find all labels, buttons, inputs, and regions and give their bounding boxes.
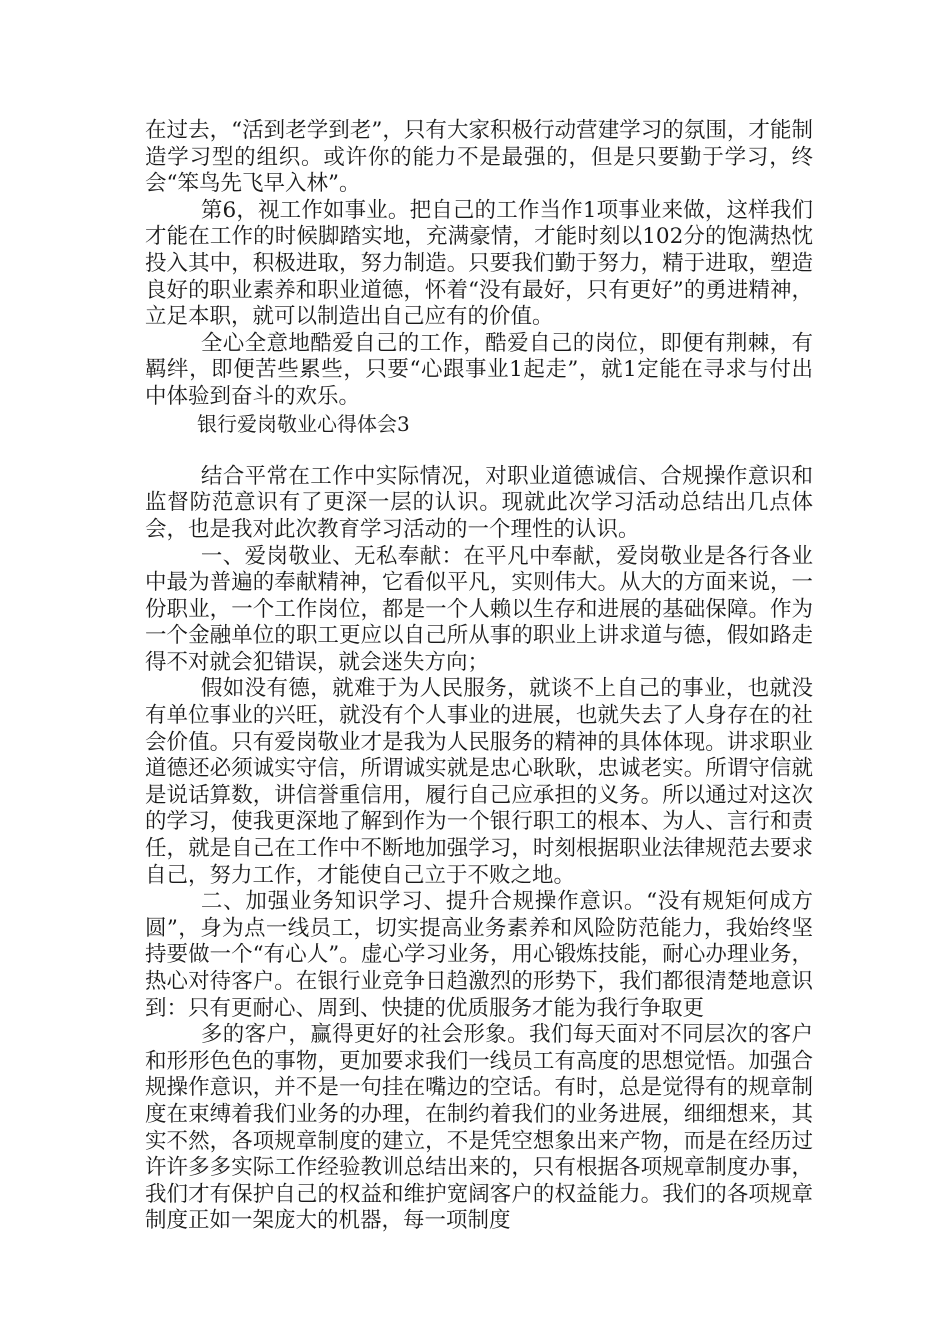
paragraph: 第6，视工作如事业。把自己的工作当作1项事业来做，这样我们才能在工作的时候脚踏实地，充满豪情，才能时刻以102分的饱满热忱投入其中，积极进取，努力制造。只要我们勤于努力，精于进取，塑造良好的职业素养和职业道德，怀着“没有最好，只有更好”的勇进精神，立足本职，就可以制造出自己应有的价值。 (145, 197, 813, 330)
paragraph: 全心全意地酷爱自己的工作，酷爱自己的岗位，即便有荆棘，有羁绊，即便苦些累些，只要“心跟事业1起走”，就1定能在寻求与付出中体验到奋斗的欢乐。 (145, 330, 813, 409)
section-title: 银行爱岗敬业心得体会3 (197, 411, 410, 436)
paragraph: 假如没有德，就难于为人民服务，就谈不上自己的事业，也就没有单位事业的兴旺，就没有个人事业的进展，也就失去了人身存在的社会价值。只有爱岗敬业才是我为人民服务的精神的具体体现。讲求职业道德还必须诚实守信，所谓诚实就是忠心耿耿，忠诚老实。所谓守信就是说话算数，讲信誉重信用，履行自己应承担的义务。所以通过对这次的学习，使我更深地了解到作为一个银行职工的根本、为人、言行和责任，就是自己在工作中不断地加强学习，时刻根据职业法律规范去要求自己，努力工作，才能使自己立于不败之地。 (145, 676, 813, 888)
blank-line (145, 437, 813, 464)
paragraph: 一、爱岗敬业、无私奉献：在平凡中奉献，爱岗敬业是各行各业中最为普遍的奉献精神，它看似平凡，实则伟大。从大的方面来说，一份职业，一个工作岗位，都是一个人赖以生存和进展的基础保障。作为一个金融单位的职工更应以自己所从事的职业上讲求道与德，假如路走得不对就会犯错误，就会迷失方向； (145, 543, 813, 675)
paragraph: 结合平常在工作中实际情况，对职业道德诚信、合规操作意识和监督防范意识有了更深一层的认识。现就此次学习活动总结出几点体会，也是我对此次教育学习活动的一个理性的认识。 (145, 463, 813, 542)
paragraph: 多的客户，赢得更好的社会形象。我们每天面对不同层次的客户和形形色色的事物，更加要求我们一线员工有高度的思想觉悟。加强合规操作意识，并不是一句挂在嘴边的空话。有时，总是觉得有的规章制度在束缚着我们业务的办理，在制约着我们的业务进展，细细想来，其实不然，各项规章制度的建立，不是凭空想象出来产物，而是在经历过许许多多实际工作经验教训总结出来的，只有根据各项规章制度办事，我们才有保护自己的权益和维护宽阔客户的权益能力。我们的各项规章制度正如一架庞大的机器，每一项制度 (145, 1022, 813, 1234)
paragraph: 在过去，“活到老学到老”，只有大家积极行动营建学习的氛围，才能制造学习型的组织。或许你的能力不是最强的，但是只要勤于学习，终会“笨鸟先飞早入林”。 (145, 118, 813, 197)
document-page (145, 118, 813, 1235)
paragraph: 二、加强业务知识学习、提升合规操作意识。“没有规矩何成方圆”，身为点一线员工，切实提高业务素养和风险防范能力，我始终坚持要做一个“有心人”。虚心学习业务，用心锻炼技能，耐心办理业务，热心对待客户。在银行业竞争日趋激烈的形势下，我们都很清楚地意识到：只有更耐心、周到、快捷的优质服务才能为我行争取更 (145, 889, 813, 1021)
